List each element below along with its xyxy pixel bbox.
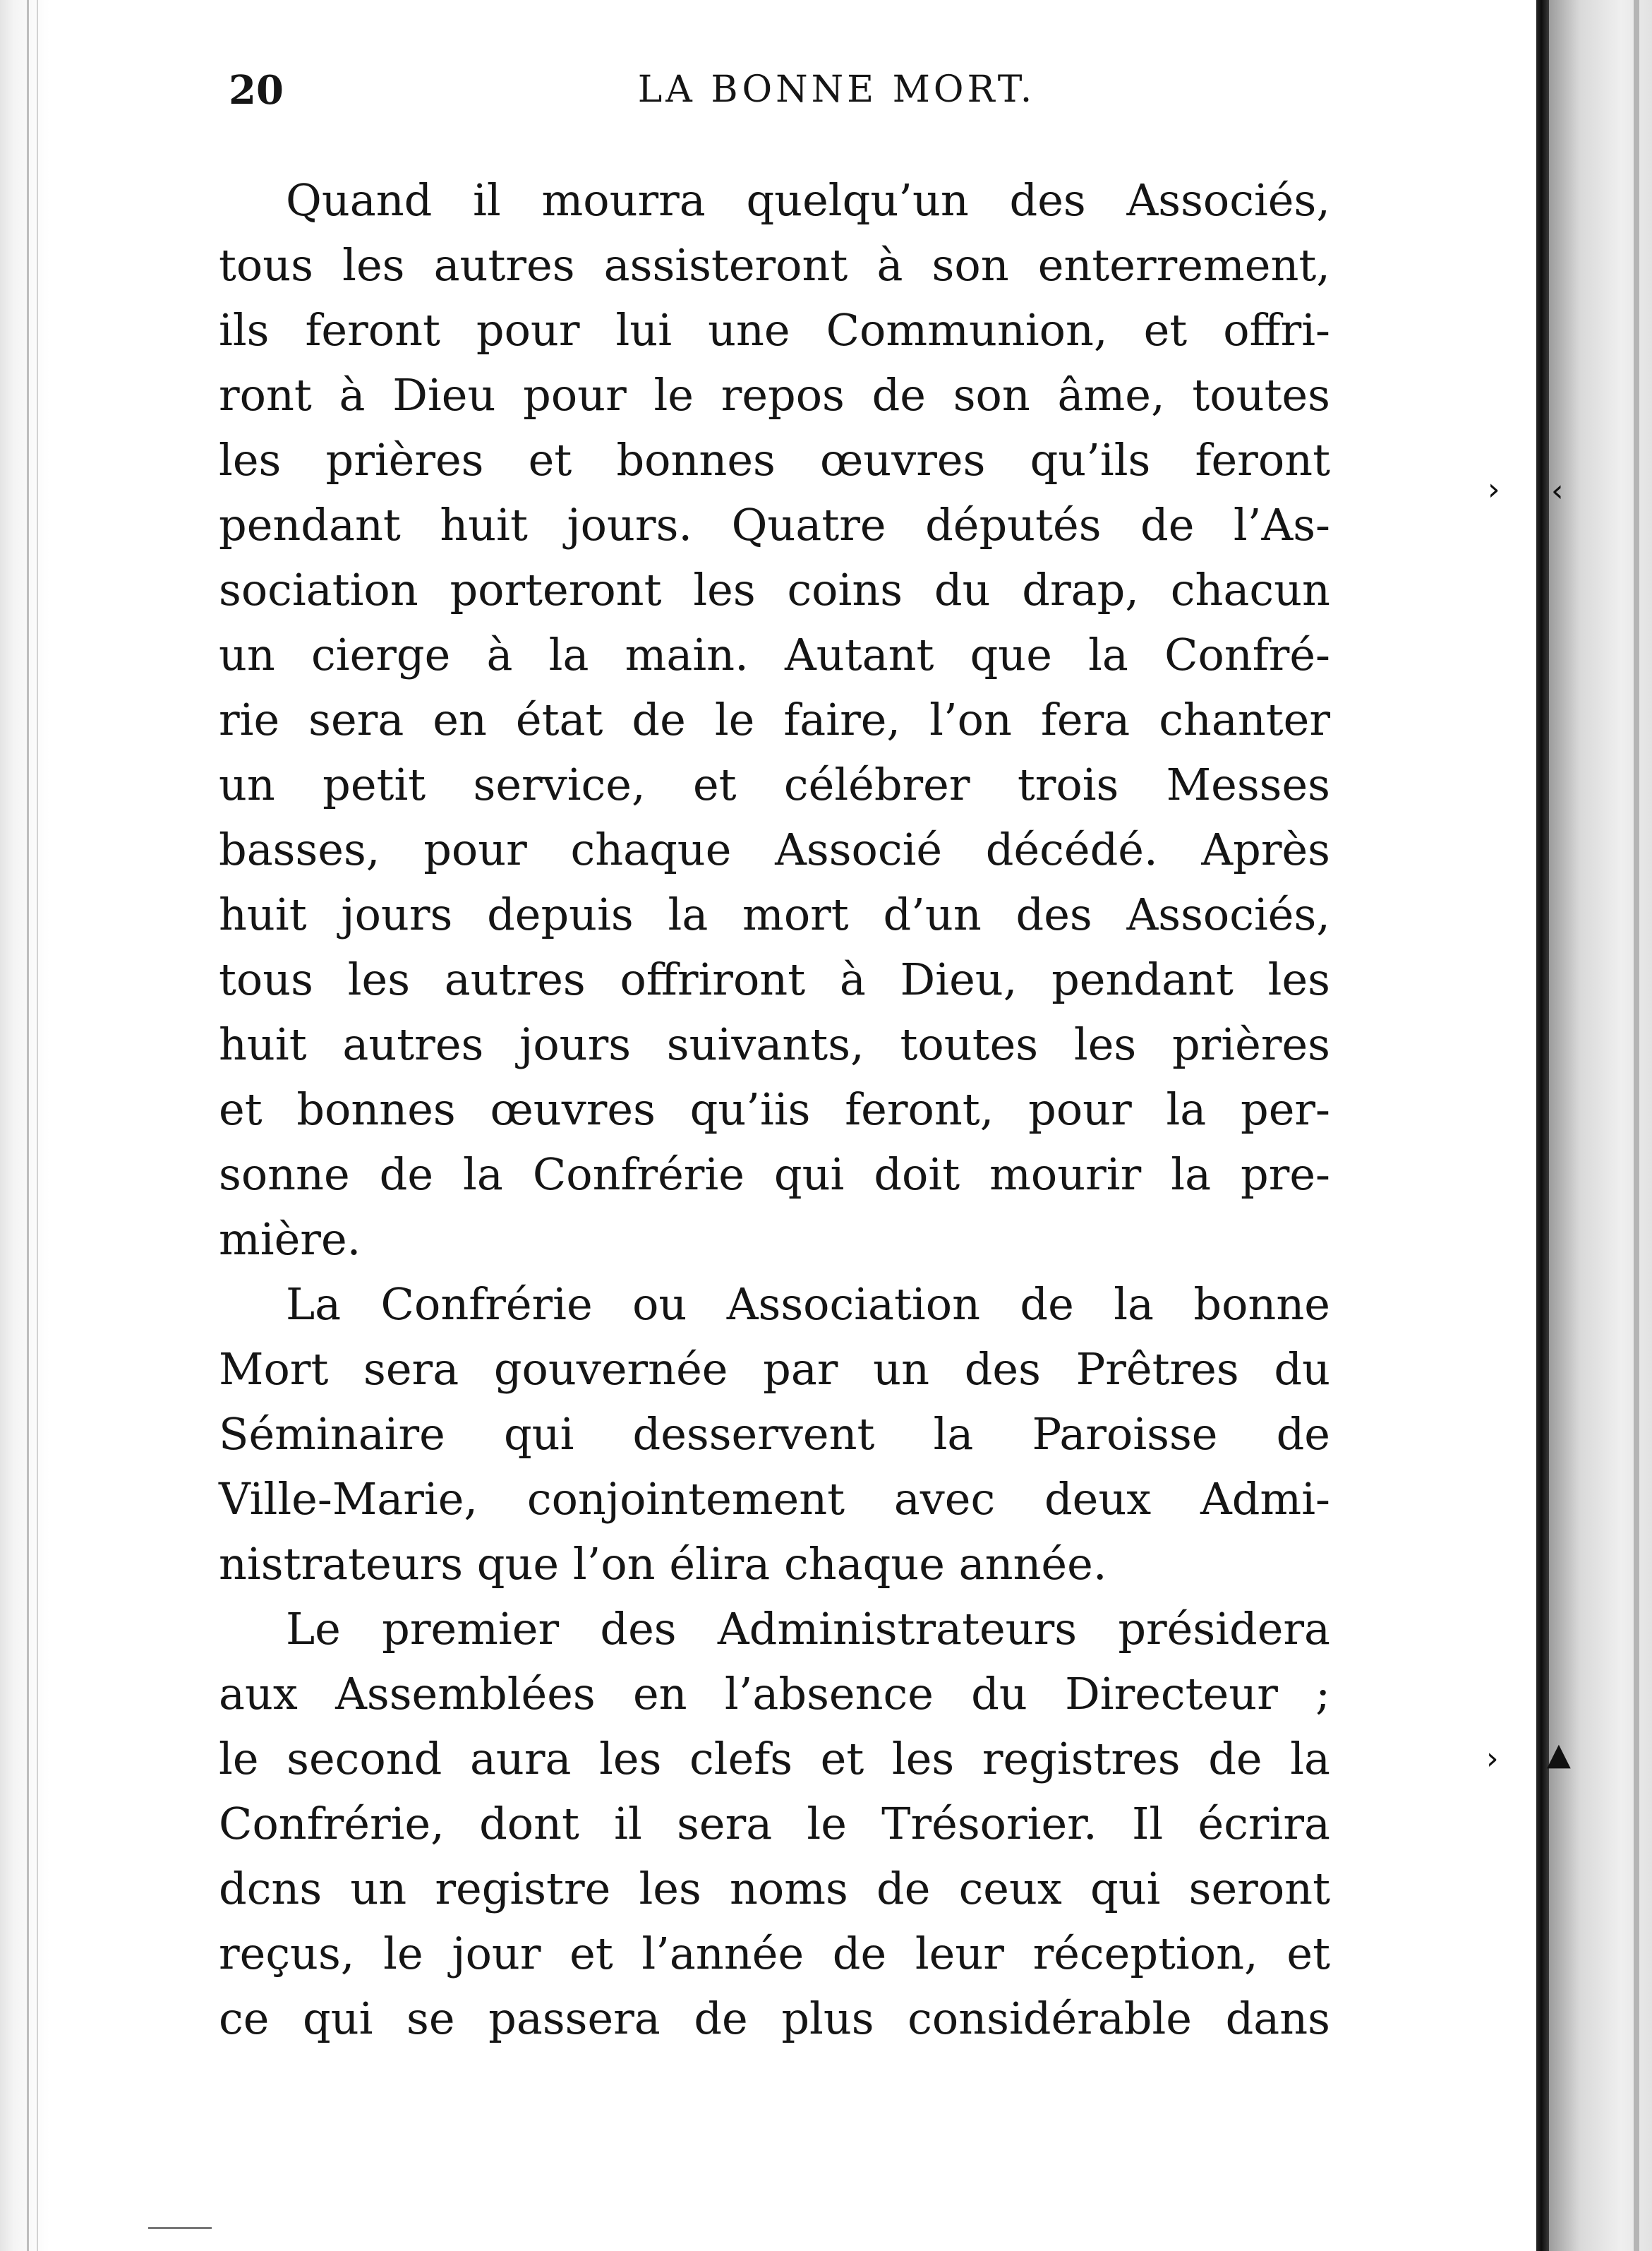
- page-gutter: [1528, 0, 1652, 2251]
- page-number: 20: [229, 67, 284, 114]
- paragraph: [219, 168, 1330, 1272]
- gutter-rule: [1536, 0, 1549, 2251]
- text-line: ce qui se passera de plus considérable dans: [219, 1993, 1330, 2044]
- text-line: La Confrérie ou Association de la bonne: [286, 1278, 1330, 1330]
- text-line: pendant huit jours. Quatre députés de l’As-: [219, 499, 1330, 551]
- margin-mark: ‹: [1551, 473, 1564, 509]
- running-head: [0, 67, 1652, 124]
- text-line: un petit service, et célébrer trois Messes: [219, 759, 1330, 810]
- paragraph: [219, 1272, 1330, 1597]
- text-line: mière.: [219, 1213, 361, 1265]
- text-line: sociation porteront les coins du drap, chacun: [219, 564, 1330, 616]
- text-line: le second aura les clefs et les registres de la: [219, 1733, 1330, 1784]
- margin-mark: ▲: [1547, 1736, 1571, 1772]
- text-line: ils feront pour lui une Communion, et offri-: [219, 304, 1330, 356]
- text-line: nistrateurs que l’on élira chaque année.: [219, 1538, 1107, 1590]
- text-line: sonne de la Confrérie qui doit mourir la pre-: [219, 1148, 1330, 1200]
- text-line: basses, pour chaque Associé décédé. Après: [219, 824, 1330, 875]
- running-title: LA BONNE MORT.: [637, 68, 1036, 111]
- text-line: tous les autres offriront à Dieu, pendant les: [219, 954, 1330, 1005]
- text-line: aux Assemblées en l’absence du Directeur ;: [219, 1668, 1330, 1719]
- text-line: Confrérie, dont il sera le Trésorier. Il écrira: [219, 1798, 1330, 1849]
- text-line: reçus, le jour et l’année de leur réception, et: [219, 1928, 1330, 1979]
- text-line: tous les autres assisteront à son enterrement,: [219, 239, 1330, 291]
- text-line: et bonnes œuvres qu’iis feront, pour la per-: [219, 1084, 1330, 1135]
- text-line: un cierge à la main. Autant que la Confré-: [219, 629, 1330, 680]
- page-left-edge: [0, 0, 49, 2251]
- text-line: Mort sera gouvernée par un des Prêtres du: [219, 1343, 1330, 1395]
- scan-smudge: [148, 2227, 212, 2229]
- text-line: dcns un registre les noms de ceux qui seront: [219, 1863, 1330, 1914]
- text-line: ront à Dieu pour le repos de son âme, toutes: [219, 369, 1330, 421]
- paragraph: [219, 1597, 1330, 2051]
- text-line: Ville-Marie, conjointement avec deux Admi-: [219, 1473, 1330, 1525]
- text-line: huit jours depuis la mort d’un des Associés,: [219, 889, 1330, 940]
- text-line: rie sera en état de le faire, l’on fera chanter: [219, 694, 1330, 745]
- text-line: Le premier des Administrateurs présidera: [286, 1603, 1330, 1655]
- text-line: Quand il mourra quelqu’un des Associés,: [286, 174, 1330, 226]
- text-line: Séminaire qui desservent la Paroisse de: [219, 1408, 1330, 1460]
- text-line: huit autres jours suivants, toutes les prières: [219, 1019, 1330, 1070]
- gutter-shade-line: [1634, 0, 1639, 2251]
- margin-mark: ›: [1486, 1741, 1499, 1777]
- margin-mark: ›: [1488, 472, 1500, 508]
- text-line: les prières et bonnes œuvres qu’ils feront: [219, 434, 1330, 486]
- body-text: [219, 168, 1330, 2051]
